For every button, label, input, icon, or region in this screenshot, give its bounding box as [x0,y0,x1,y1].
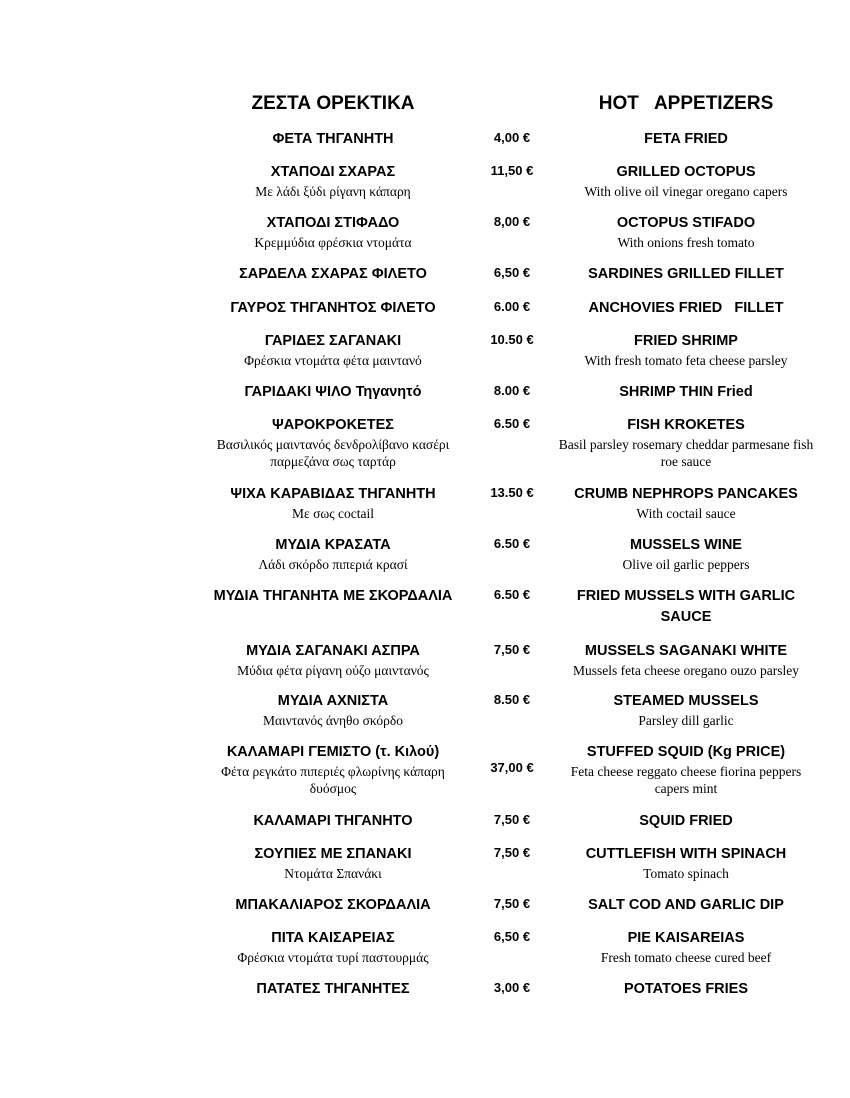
english-dish-name: SALT COD AND GARLIC DIP [588,897,784,913]
english-dish [552,928,820,966]
dish-price: 6,50 € [493,929,531,944]
english-dish [552,895,820,916]
greek-dish-name: ΚΑΛΑΜΑΡΙ ΤΗΓΑΝΗΤΟ [253,813,413,829]
dish-price: 6.50 € [493,416,531,431]
english-dish-name: CUTTLEFISH WITH SPINACH [585,846,787,862]
dish-price: 6.50 € [493,587,531,602]
dish-price: 13.50 € [490,485,534,500]
english-dish [552,844,820,882]
english-dish-name: GRILLED OCTOPUS [616,164,756,180]
english-dish-name: SQUID FRIED [639,813,733,829]
english-dish-name: MUSSELS WINE [630,537,742,553]
dish-price: 6,50 € [493,265,531,280]
english-dish-name: FRIED SHRIMP [634,333,738,349]
greek-dish-name: ΨΙΧΑ ΚΑΡΑΒΙΔΑΣ ΤΗΓΑΝΗΤΗ [230,486,436,502]
greek-dish-name: ΜΥΔΙΑ ΣΑΓΑΝΑΚΙ ΑΣΠΡΑ [246,643,420,659]
greek-dish-description: Φέτα ρεγκάτο πιπεριές φλωρίνης κάπαρη δυόσμος [221,764,445,796]
greek-dish-name: ΠΙΤΑ ΚΑΙΣΑΡΕΙΑΣ [271,930,395,946]
greek-dish-name: ΧΤΑΠΟΔΙ ΣΤΙΦΑΔΟ [266,215,400,231]
english-dish-name: PIE KAISAREIAS [627,930,745,946]
greek-dish-description: Λάδι σκόρδο πιπεριά κρασί [258,557,408,572]
dish-price: 4,00 € [493,130,531,145]
greek-dish [201,641,465,679]
greek-dish-name: ΜΠΑΚΑΛΙΑΡΟΣ ΣΚΟΡΔΑΛΙΑ [235,897,431,913]
english-dish [552,691,820,729]
greek-dish-description: Φρέσκια ντομάτα φέτα μαιντανό [244,353,422,368]
dish-price: 7,50 € [493,642,531,657]
greek-dish-description: Φρέσκια ντομάτα τυρί παστουρμάς [237,950,429,965]
english-dish-name: FETA FRIED [644,131,728,147]
greek-dish [201,928,465,966]
dish-price: 7,50 € [493,845,531,860]
greek-dish-name: ΓΑΥΡΟΣ ΤΗΓΑΝΗΤΟΣ ΦΙΛΕΤΟ [230,300,436,316]
greek-dish [201,382,465,403]
english-dish [552,641,820,679]
greek-dish [201,484,465,522]
english-dish [552,298,820,319]
english-dish-name: POTATOES FRIES [623,981,749,997]
english-dish-description: With coctail sauce [636,506,736,521]
english-dish [552,484,820,522]
english-dish-description: Fresh tomato cheese cured beef [600,950,772,965]
english-dish [552,979,820,1000]
english-dish-name: FRIED MUSSELS WITH GARLIC SAUCE [576,588,800,625]
greek-dish-description: Κρεμμύδια φρέσκια ντομάτα [254,235,412,250]
english-dish-name: ANCHOVIES FRIED FILLET [588,300,784,316]
dish-price: 11,50 € [490,163,534,178]
greek-dish-description: Με λάδι ξύδι ρίγανη κάπαρη [255,184,411,199]
greek-dish [201,264,465,285]
greek-dish-description: Μαιντανός άνηθο σκόρδο [262,713,404,728]
english-dish [552,586,820,628]
english-dish [552,415,820,470]
english-dish [552,535,820,573]
greek-dish [201,298,465,319]
greek-dish-name: ΓΑΡΙΔΑΚΙ ΨΙΛΟ Τηγανητό [244,384,422,400]
dish-price: 8.50 € [493,692,531,707]
greek-dish-name: ΠΑΤΑΤΕΣ ΤΗΓΑΝΗΤΕΣ [256,981,410,997]
english-dish-description: Parsley dill garlic [638,713,734,728]
greek-dish-name: ΚΑΛΑΜΑΡΙ ΓΕΜΙΣΤΟ (τ. Κιλού) [226,744,440,760]
greek-dish [201,129,465,150]
dish-price: 7,50 € [493,896,531,911]
english-dish-description: With fresh tomato feta cheese parsley [584,353,788,368]
english-dish-description: With olive oil vinegar oregano capers [584,184,788,199]
english-section-title: HOT APPETIZERS [598,93,774,114]
greek-dish [201,586,465,607]
english-dish-name: OCTOPUS STIFADO [616,215,756,231]
english-dish-name: FISH KROKETES [627,417,745,433]
greek-section-title: ΖΕΣΤΑ ΟΡΕΚΤΙΚΑ [251,93,415,114]
greek-dish [201,415,465,470]
english-dish [552,811,820,832]
greek-dish-name: ΓΑΡΙΔΕΣ ΣΑΓΑΝΑΚΙ [264,333,402,349]
english-dish [552,331,820,369]
english-dish-name: MUSSELS SAGANAKI WHITE [584,643,788,659]
greek-dish [201,844,465,882]
english-dish-description: Feta cheese reggato cheese fiorina peppers capers mint [570,764,802,796]
greek-dish-name: ΦΕΤΑ ΤΗΓΑΝΗΤΗ [272,131,394,147]
greek-dish [201,811,465,832]
dish-price: 10.50 € [490,332,534,347]
greek-dish [201,979,465,1000]
dish-price: 37,00 € [490,760,534,775]
greek-dish [201,535,465,573]
english-dish [552,213,820,251]
greek-dish [201,331,465,369]
greek-dish-name: ΣΑΡΔΕΛΑ ΣΧΑΡΑΣ ΦΙΛΕΤΟ [239,266,427,282]
greek-dish-description: Με σως coctail [292,506,374,521]
greek-dish [201,691,465,729]
dish-price: 3,00 € [493,980,531,995]
english-dish [552,382,820,403]
dish-price: 8.00 € [493,383,531,398]
english-dish [552,129,820,150]
greek-dish [201,162,465,200]
english-dish-description: Olive oil garlic peppers [622,557,750,572]
dish-price: 8,00 € [493,214,531,229]
english-dish-description: Tomato spinach [643,866,729,881]
greek-dish-name: ΜΥΔΙΑ ΚΡΑΣΑΤΑ [275,537,391,553]
greek-dish-name: ΜΥΔΙΑ ΤΗΓΑΝΗΤΑ ΜΕ ΣΚΟΡΔΑΛΙΑ [213,588,453,604]
greek-dish [201,213,465,251]
greek-dish-name: ΜΥΔΙΑ ΑΧΝΙΣΤΑ [277,693,389,709]
english-dish-name: CRUMB NEPHROPS PANCAKES [574,486,798,502]
english-dish-description: Basil parsley rosemary cheddar parmesane fish roe sauce [558,437,814,469]
dish-price: 6.50 € [493,536,531,551]
english-dish [552,264,820,285]
greek-dish-description: Βασιλικός μαιντανός δενδρολίβανο κασέρι παρμεζάνα σως ταρτάρ [216,437,450,469]
greek-dish [201,742,465,797]
greek-dish [201,895,465,916]
english-dish [552,162,820,200]
english-dish [552,742,820,797]
english-dish-name: STUFFED SQUID (Kg PRICE) [586,744,786,760]
english-dish-name: STEAMED MUSSELS [613,693,759,709]
greek-dish-name: ΣΟΥΠΙΕΣ ΜΕ ΣΠΑΝΑΚΙ [254,846,412,862]
english-dish-name: SARDINES GRILLED FILLET [588,266,784,282]
english-dish-description: Mussels feta cheese oregano ouzo parsley [572,663,800,678]
english-dish-name: SHRIMP THIN Fried [619,384,753,400]
dish-price: 6.00 € [493,299,531,314]
english-dish-description: With onions fresh tomato [617,235,755,250]
greek-dish-description: Μύδια φέτα ρίγανη ούζο μαιντανός [237,663,429,678]
greek-dish-name: ΨΑΡΟΚΡΟΚΕΤΕΣ [272,417,394,433]
dish-price: 7,50 € [493,812,531,827]
greek-dish-description: Ντομάτα Σπανάκι [284,866,382,881]
greek-dish-name: ΧΤΑΠΟΔΙ ΣΧΑΡΑΣ [270,164,396,180]
